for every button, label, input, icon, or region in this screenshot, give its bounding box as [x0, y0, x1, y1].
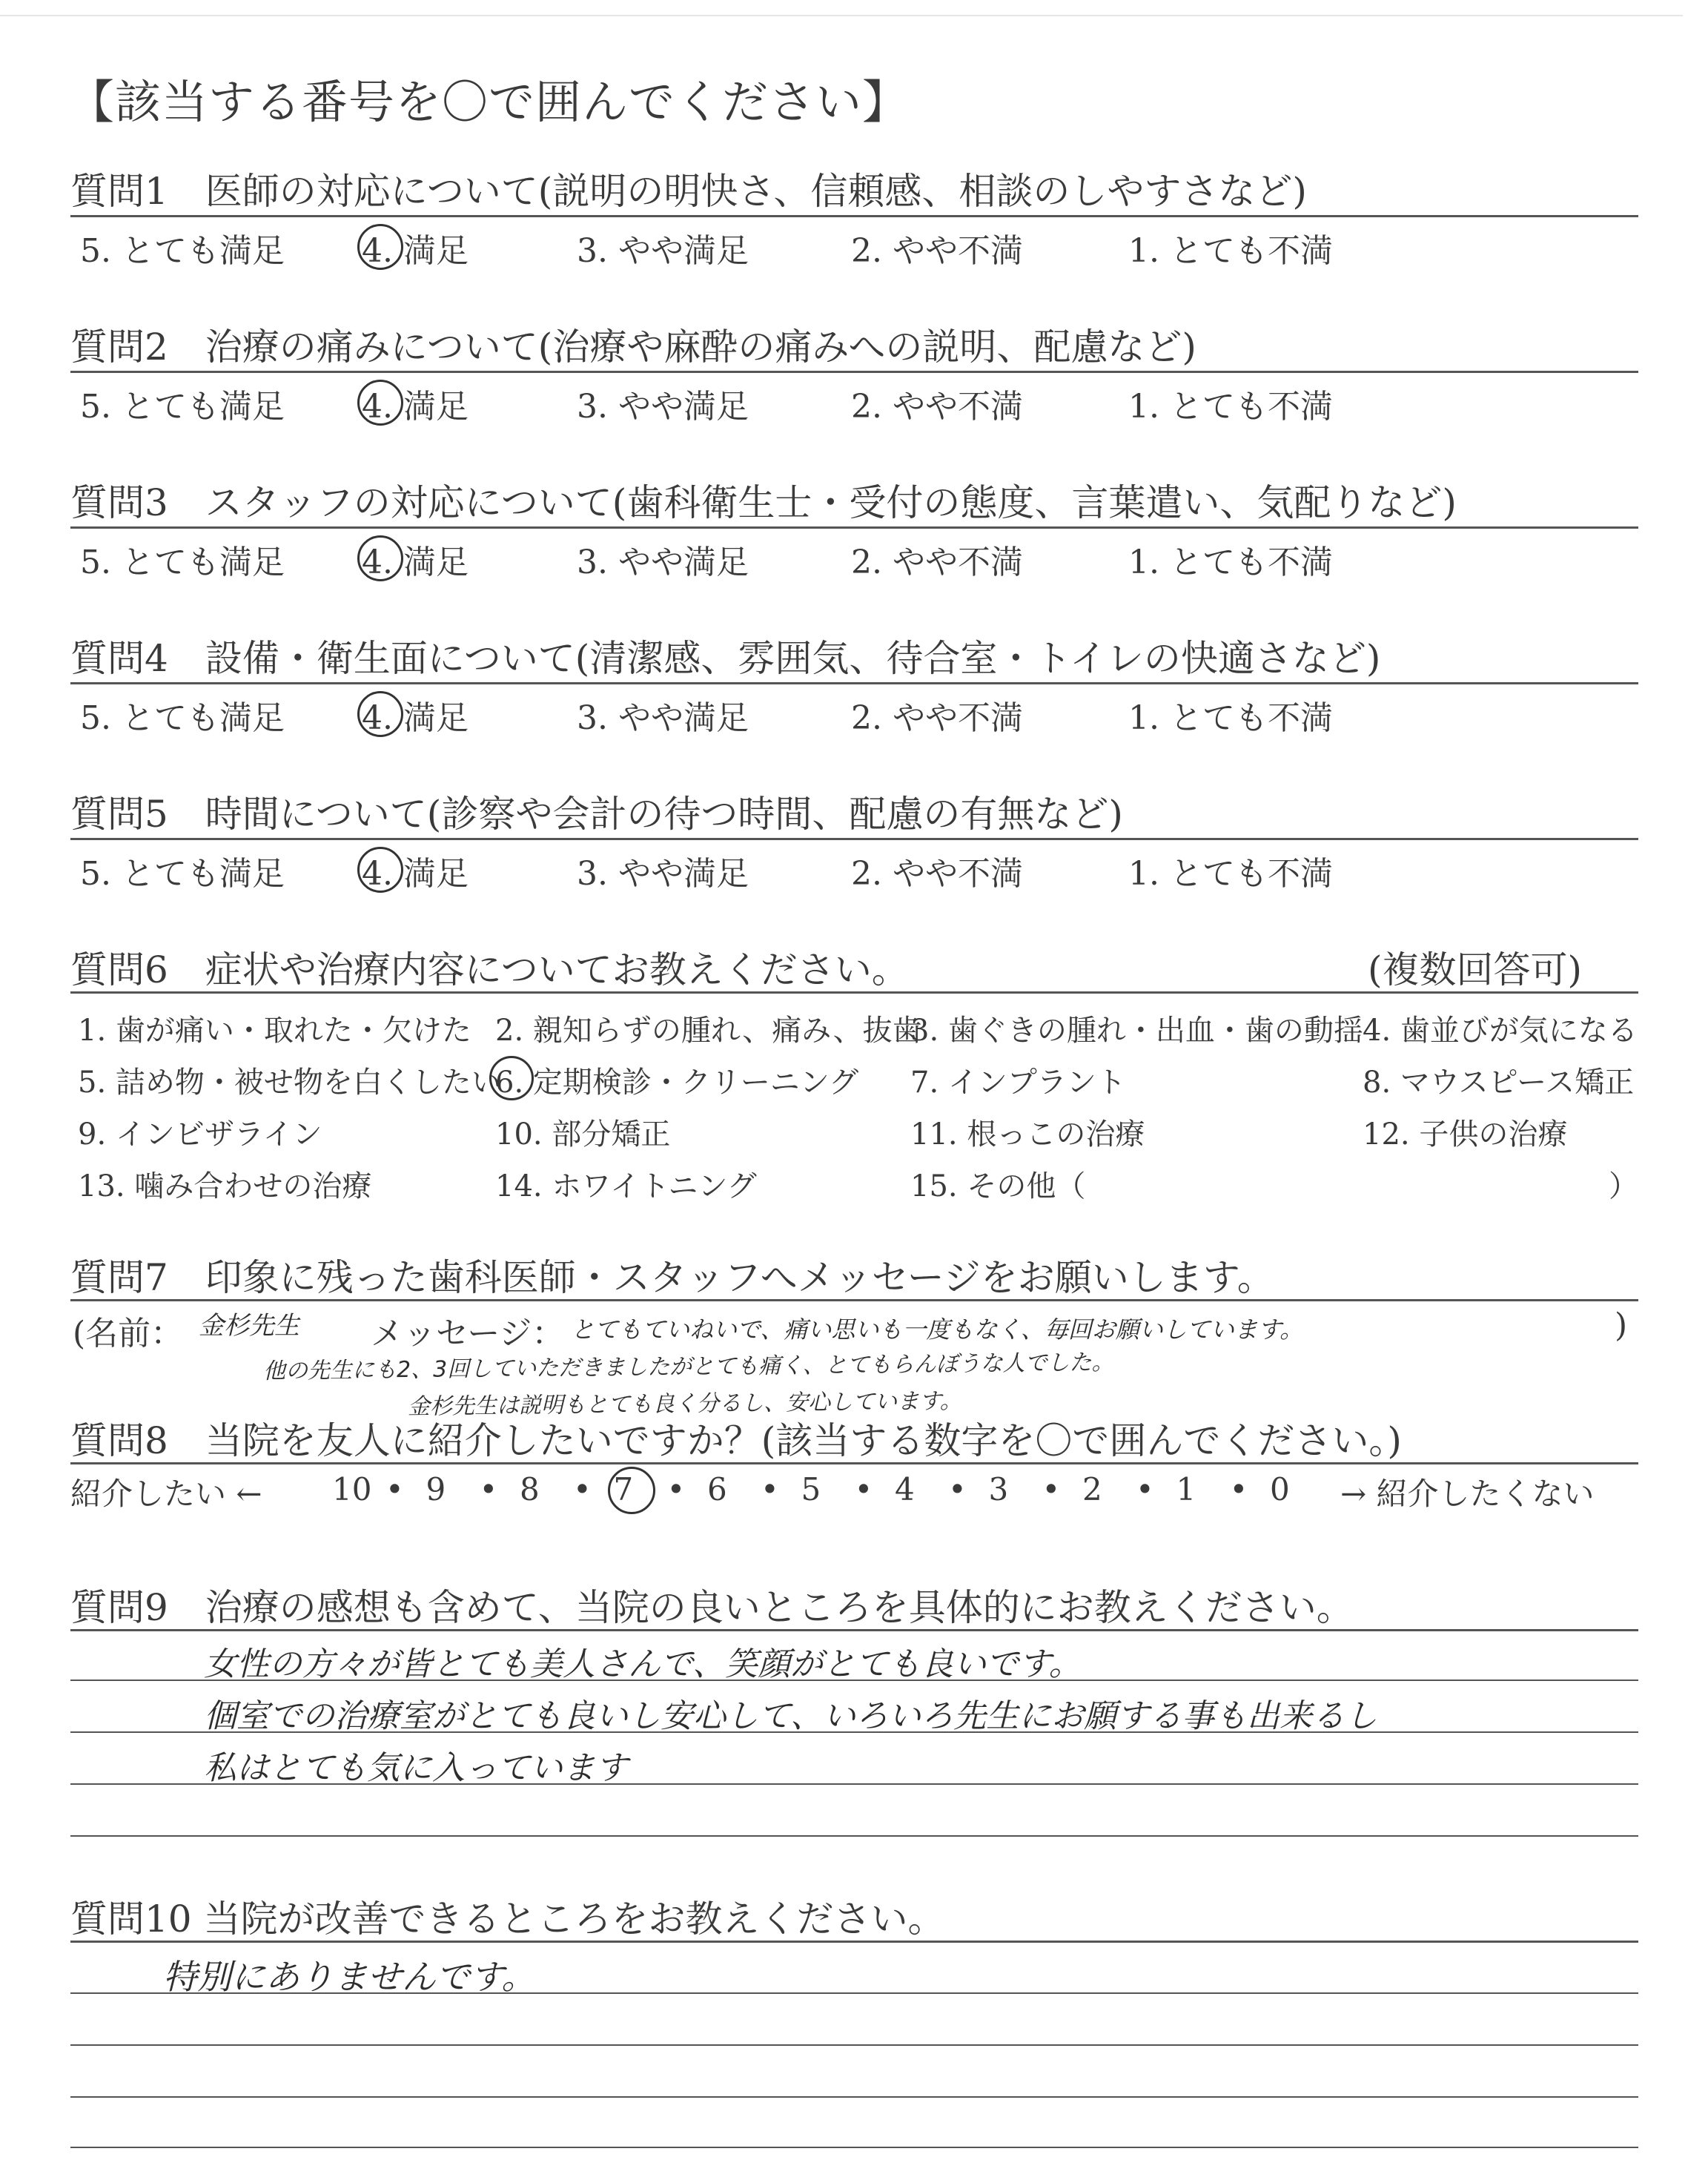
q7-message-line-3[interactable]: 金杉先生は説明もとても良く分るし、安心しています。 — [407, 1388, 962, 1420]
question-3-rule — [70, 526, 1638, 529]
q6-option-6[interactable]: 6. 定期検診・クリーニング — [495, 1066, 859, 1100]
q6-option-8[interactable]: 8. マウスピース矯正 — [1363, 1066, 1635, 1100]
q6-option-10[interactable]: 10. 部分矯正 — [495, 1117, 671, 1152]
q9-line-4 — [70, 1835, 1638, 1837]
q7-name-label: (名前： — [73, 1315, 184, 1353]
q8-scale-7[interactable]: 7 — [613, 1471, 634, 1507]
q2-selection-circle — [357, 380, 403, 426]
question-4-rule — [70, 682, 1638, 684]
q1-selection-circle — [357, 224, 403, 270]
q10-line-4 — [70, 2147, 1638, 2148]
question-1-rule — [70, 215, 1638, 217]
question-10-label: 質問10 当院が改善できるところをお教えください。 — [70, 1898, 945, 1941]
q8-left-label: 紹介したい ← — [70, 1476, 262, 1512]
q7-name-value[interactable]: 金杉先生 — [199, 1311, 299, 1341]
question-4-label: 質問4 設備・衛生面について(清潔感、雰囲気、待合室・トイレの快適さなど) — [70, 637, 1381, 680]
q3-option-2[interactable]: 2. やや不満 — [851, 544, 1023, 581]
page-title: 【該当する番号を〇で囲んでください】 — [68, 75, 910, 129]
q8-separator-dot: • — [1136, 1471, 1154, 1507]
q1-option-1[interactable]: 1. とても不満 — [1128, 232, 1333, 270]
question-1-label: 質問1 医師の対応について(説明の明快さ、信頼感、相談のしやすさなど) — [70, 170, 1307, 213]
q6-option-9[interactable]: 9. インビザライン — [78, 1117, 322, 1152]
q4-selection-circle — [357, 691, 403, 737]
question-10-rule — [70, 1941, 1638, 1943]
q10-line-2 — [70, 2044, 1638, 2046]
q6-option-2[interactable]: 2. 親知らずの腫れ、痛み、抜歯 — [495, 1014, 922, 1048]
q8-separator-dot: • — [1229, 1471, 1248, 1507]
q6-option-3[interactable]: 3. 歯ぐきの腫れ・出血・歯の動揺 — [910, 1014, 1363, 1048]
q3-option-5[interactable]: 5. とても満足 — [80, 544, 285, 581]
q5-option-3[interactable]: 3. やや満足 — [577, 855, 749, 893]
q6-option-11[interactable]: 11. 根っこの治療 — [910, 1117, 1145, 1152]
q6-option-15[interactable]: 15. その他（ — [910, 1169, 1086, 1203]
q3-option-3[interactable]: 3. やや満足 — [577, 544, 749, 581]
q6-selection-circle — [489, 1056, 534, 1100]
q8-scale-2[interactable]: 2 — [1082, 1471, 1102, 1507]
q9-answer-line-2[interactable]: 個室での治療室がとても良いし安心して、いろいろ先生にお願する事も出来るし — [204, 1697, 1378, 1735]
q8-selection-circle — [608, 1467, 655, 1514]
q4-option-4[interactable]: 4. 満足 — [362, 699, 469, 737]
q7-close-paren: ) — [1615, 1307, 1628, 1344]
question-6-rule — [70, 991, 1638, 994]
q8-scale-0[interactable]: 0 — [1270, 1471, 1290, 1507]
q5-option-4[interactable]: 4. 満足 — [362, 855, 469, 893]
q4-option-3[interactable]: 3. やや満足 — [577, 699, 749, 737]
question-2-label: 質問2 治療の痛みについて(治療や麻酔の痛みへの説明、配慮など) — [70, 326, 1196, 369]
question-8-label: 質問8 当院を友人に紹介したいですか？(該当する数字を〇で囲んでください。) — [70, 1419, 1402, 1462]
q8-separator-dot: • — [385, 1471, 404, 1507]
question-5-label: 質問5 時間について(診察や会計の待つ時間、配慮の有無など) — [70, 793, 1123, 836]
q8-separator-dot: • — [948, 1471, 967, 1507]
q8-right-label: → 紹介したくない — [1340, 1476, 1595, 1512]
question-3-label: 質問3 スタッフの対応について(歯科衛生士・受付の態度、言葉遣い、気配りなど) — [70, 481, 1457, 524]
q5-option-1[interactable]: 1. とても不満 — [1128, 855, 1333, 893]
q8-separator-dot: • — [573, 1471, 592, 1507]
q4-option-1[interactable]: 1. とても不満 — [1128, 699, 1333, 737]
q10-answer-line-1[interactable]: 特別にありませんです。 — [163, 1957, 536, 1997]
q2-option-2[interactable]: 2. やや不満 — [851, 388, 1023, 426]
q7-message-label: メッセージ： — [371, 1315, 565, 1353]
q5-option-5[interactable]: 5. とても満足 — [80, 855, 285, 893]
q10-line-3 — [70, 2096, 1638, 2098]
q8-separator-dot: • — [854, 1471, 873, 1507]
question-8-rule — [70, 1462, 1638, 1464]
q8-scale-8[interactable]: 8 — [520, 1471, 540, 1507]
question-5-rule — [70, 838, 1638, 840]
q8-separator-dot: • — [479, 1471, 498, 1507]
q6-option-13[interactable]: 13. 噛み合わせの治療 — [78, 1169, 372, 1203]
q7-message-line-2[interactable]: 他の先生にも2、3回していただきましたがとても痛く、とてもらんぼうな人でした。 — [262, 1349, 1114, 1385]
q4-option-5[interactable]: 5. とても満足 — [80, 699, 285, 737]
q3-selection-circle — [357, 535, 403, 581]
question-9-rule — [70, 1629, 1638, 1631]
question-2-rule — [70, 371, 1638, 373]
q2-option-5[interactable]: 5. とても満足 — [80, 388, 285, 426]
q4-option-2[interactable]: 2. やや不満 — [851, 699, 1023, 737]
q1-option-4[interactable]: 4. 満足 — [362, 232, 469, 270]
question-6-note: (複数回答可) — [1368, 948, 1583, 991]
q5-option-2[interactable]: 2. やや不満 — [851, 855, 1023, 893]
q3-option-4[interactable]: 4. 満足 — [362, 544, 469, 581]
q8-separator-dot: • — [761, 1471, 779, 1507]
q6-option-5[interactable]: 5. 詰め物・被せ物を白くしたい — [78, 1066, 501, 1100]
q8-scale-10[interactable]: 10 — [332, 1471, 372, 1507]
q6-option-1[interactable]: 1. 歯が痛い・取れた・欠けた — [78, 1014, 471, 1048]
scan-edge — [0, 15, 1683, 16]
q2-option-1[interactable]: 1. とても不満 — [1128, 388, 1333, 426]
question-7-rule — [70, 1299, 1638, 1301]
question-7-label: 質問7 印象に残った歯科医師・スタッフへメッセージをお願いします。 — [70, 1256, 1274, 1299]
q8-scale-3[interactable]: 3 — [988, 1471, 1009, 1507]
q8-scale-4[interactable]: 4 — [895, 1471, 915, 1507]
question-6-label: 質問6 症状や治療内容についてお教えください。 — [70, 948, 909, 991]
q8-scale-5[interactable]: 5 — [801, 1471, 821, 1507]
q1-option-2[interactable]: 2. やや不満 — [851, 232, 1023, 270]
q9-answer-line-3[interactable]: 私はとても気に入っています — [204, 1749, 628, 1787]
q5-selection-circle — [357, 847, 403, 893]
q2-option-4[interactable]: 4. 満足 — [362, 388, 469, 426]
q8-separator-dot: • — [666, 1471, 686, 1507]
q6-option-12[interactable]: 12. 子供の治療 — [1363, 1117, 1568, 1152]
q8-scale-6[interactable]: 6 — [707, 1471, 727, 1507]
q6-option-14[interactable]: 14. ホワイトニング — [495, 1169, 757, 1203]
q8-scale-1[interactable]: 1 — [1176, 1471, 1196, 1507]
q9-answer-line-1[interactable]: 女性の方々が皆とても美人さんで、笑顔がとても良いです。 — [204, 1645, 1082, 1683]
q8-scale-9[interactable]: 9 — [426, 1471, 446, 1507]
question-9-label: 質問9 治療の感想も含めて、当院の良いところを具体的にお教えください。 — [70, 1586, 1354, 1629]
q2-option-3[interactable]: 3. やや満足 — [577, 388, 749, 426]
q7-message-line-1[interactable]: とてもていねいで、痛い思いも一度もなく、毎回お願いしています。 — [571, 1315, 1304, 1344]
q8-separator-dot: • — [1042, 1471, 1061, 1507]
q3-option-1[interactable]: 1. とても不満 — [1128, 544, 1333, 581]
q6-option-4[interactable]: 4. 歯並びが気になる — [1363, 1014, 1638, 1048]
q1-option-5[interactable]: 5. とても満足 — [80, 232, 285, 270]
q6-option-7[interactable]: 7. インプラント — [910, 1066, 1126, 1100]
q1-option-3[interactable]: 3. やや満足 — [577, 232, 749, 270]
q6-other-close: ） — [1609, 1169, 1638, 1203]
